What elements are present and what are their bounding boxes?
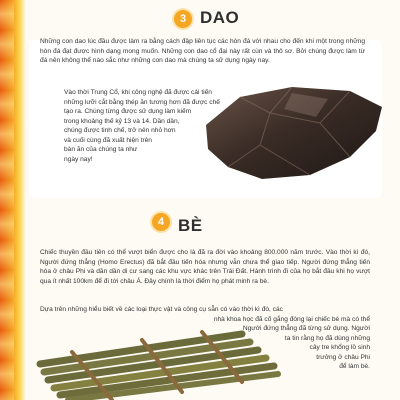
section-title-dao: DAO	[200, 8, 240, 27]
be-line: trưởng ở châu Phi	[316, 353, 370, 361]
be-line: cây tre khổng lồ sinh	[309, 344, 370, 351]
section-title-be: BÈ	[178, 216, 203, 235]
be-line: để làm bè.	[339, 363, 370, 370]
be-line: Dựa trên những hiểu biết về các loại thực vật và công cụ sẵn có vào thời kì đó, các	[40, 306, 283, 313]
section-number-badge: 3	[174, 10, 192, 28]
dao-line: và cuối cùng đã xuất hiện trên	[64, 136, 152, 144]
dao-line: tạo ra. Chúng từng được sử dụng làm kiếm	[64, 108, 192, 115]
dao-line: ngày nay!	[64, 155, 93, 163]
dao-line: bàn ăn của chúng ta như	[64, 146, 138, 153]
be-line: Người đứng thẳng đã từng sử dụng. Người	[242, 325, 370, 332]
dao-paragraph-1: Những con dao lúc đầu được làm ra bằng cách đập liên tục các hòn đá với nhau cho đến khi một trong những hòn đá đạt được hình dạng mong muốn. Những con dao cổ đại này rất cùn và thô sơ. Bởi chúng được làm từ đá nên không thể nào sắc như những con dao mà chúng ta sử dụng ngày nay.	[40, 38, 365, 64]
be-paragraph-1: Chiếc thuyền đầu tiên có thể vượt biển được cho là đã ra đời vào khoảng 800.000 năm trước. Vào thời kì đó, Người đứng thẳng (Homo Erectus) đã bắt đầu tiến hóa nhưng vẫn chưa thể giao tiếp. Người đứng thẳng tiến hóa ở châu Phi và dần dần di cư sang các khu vực khác trên Trái Đất. Hành trình đi của họ bắt đầu khi họ vượt qua ít nhất 100km để đi tới châu Á. Đây chính là thời điểm họ phát minh ra bè.	[40, 249, 370, 285]
stone-knife-image	[200, 83, 385, 183]
be-line: nhà khoa học đã cố gắng đóng lại chiếc bè mà có thể	[213, 315, 370, 323]
be-line: ta tin rằng họ đã dùng những	[284, 334, 370, 342]
bamboo-raft-image	[32, 318, 282, 400]
dao-line: Vào thời Trung Cổ, khi công nghệ đã được cải tiến	[64, 89, 212, 96]
section-number-badge: 4	[152, 213, 170, 231]
dao-line: những lưỡi cắt bằng thép ăn tương hơn đã được chế	[64, 98, 220, 106]
dao-line: trong khoảng thế kỷ 13 và 14. Dần dần,	[64, 117, 180, 125]
dao-line: chúng được tinh chế, trở nên nhỏ hơn	[64, 127, 176, 134]
flame-border	[0, 0, 26, 400]
